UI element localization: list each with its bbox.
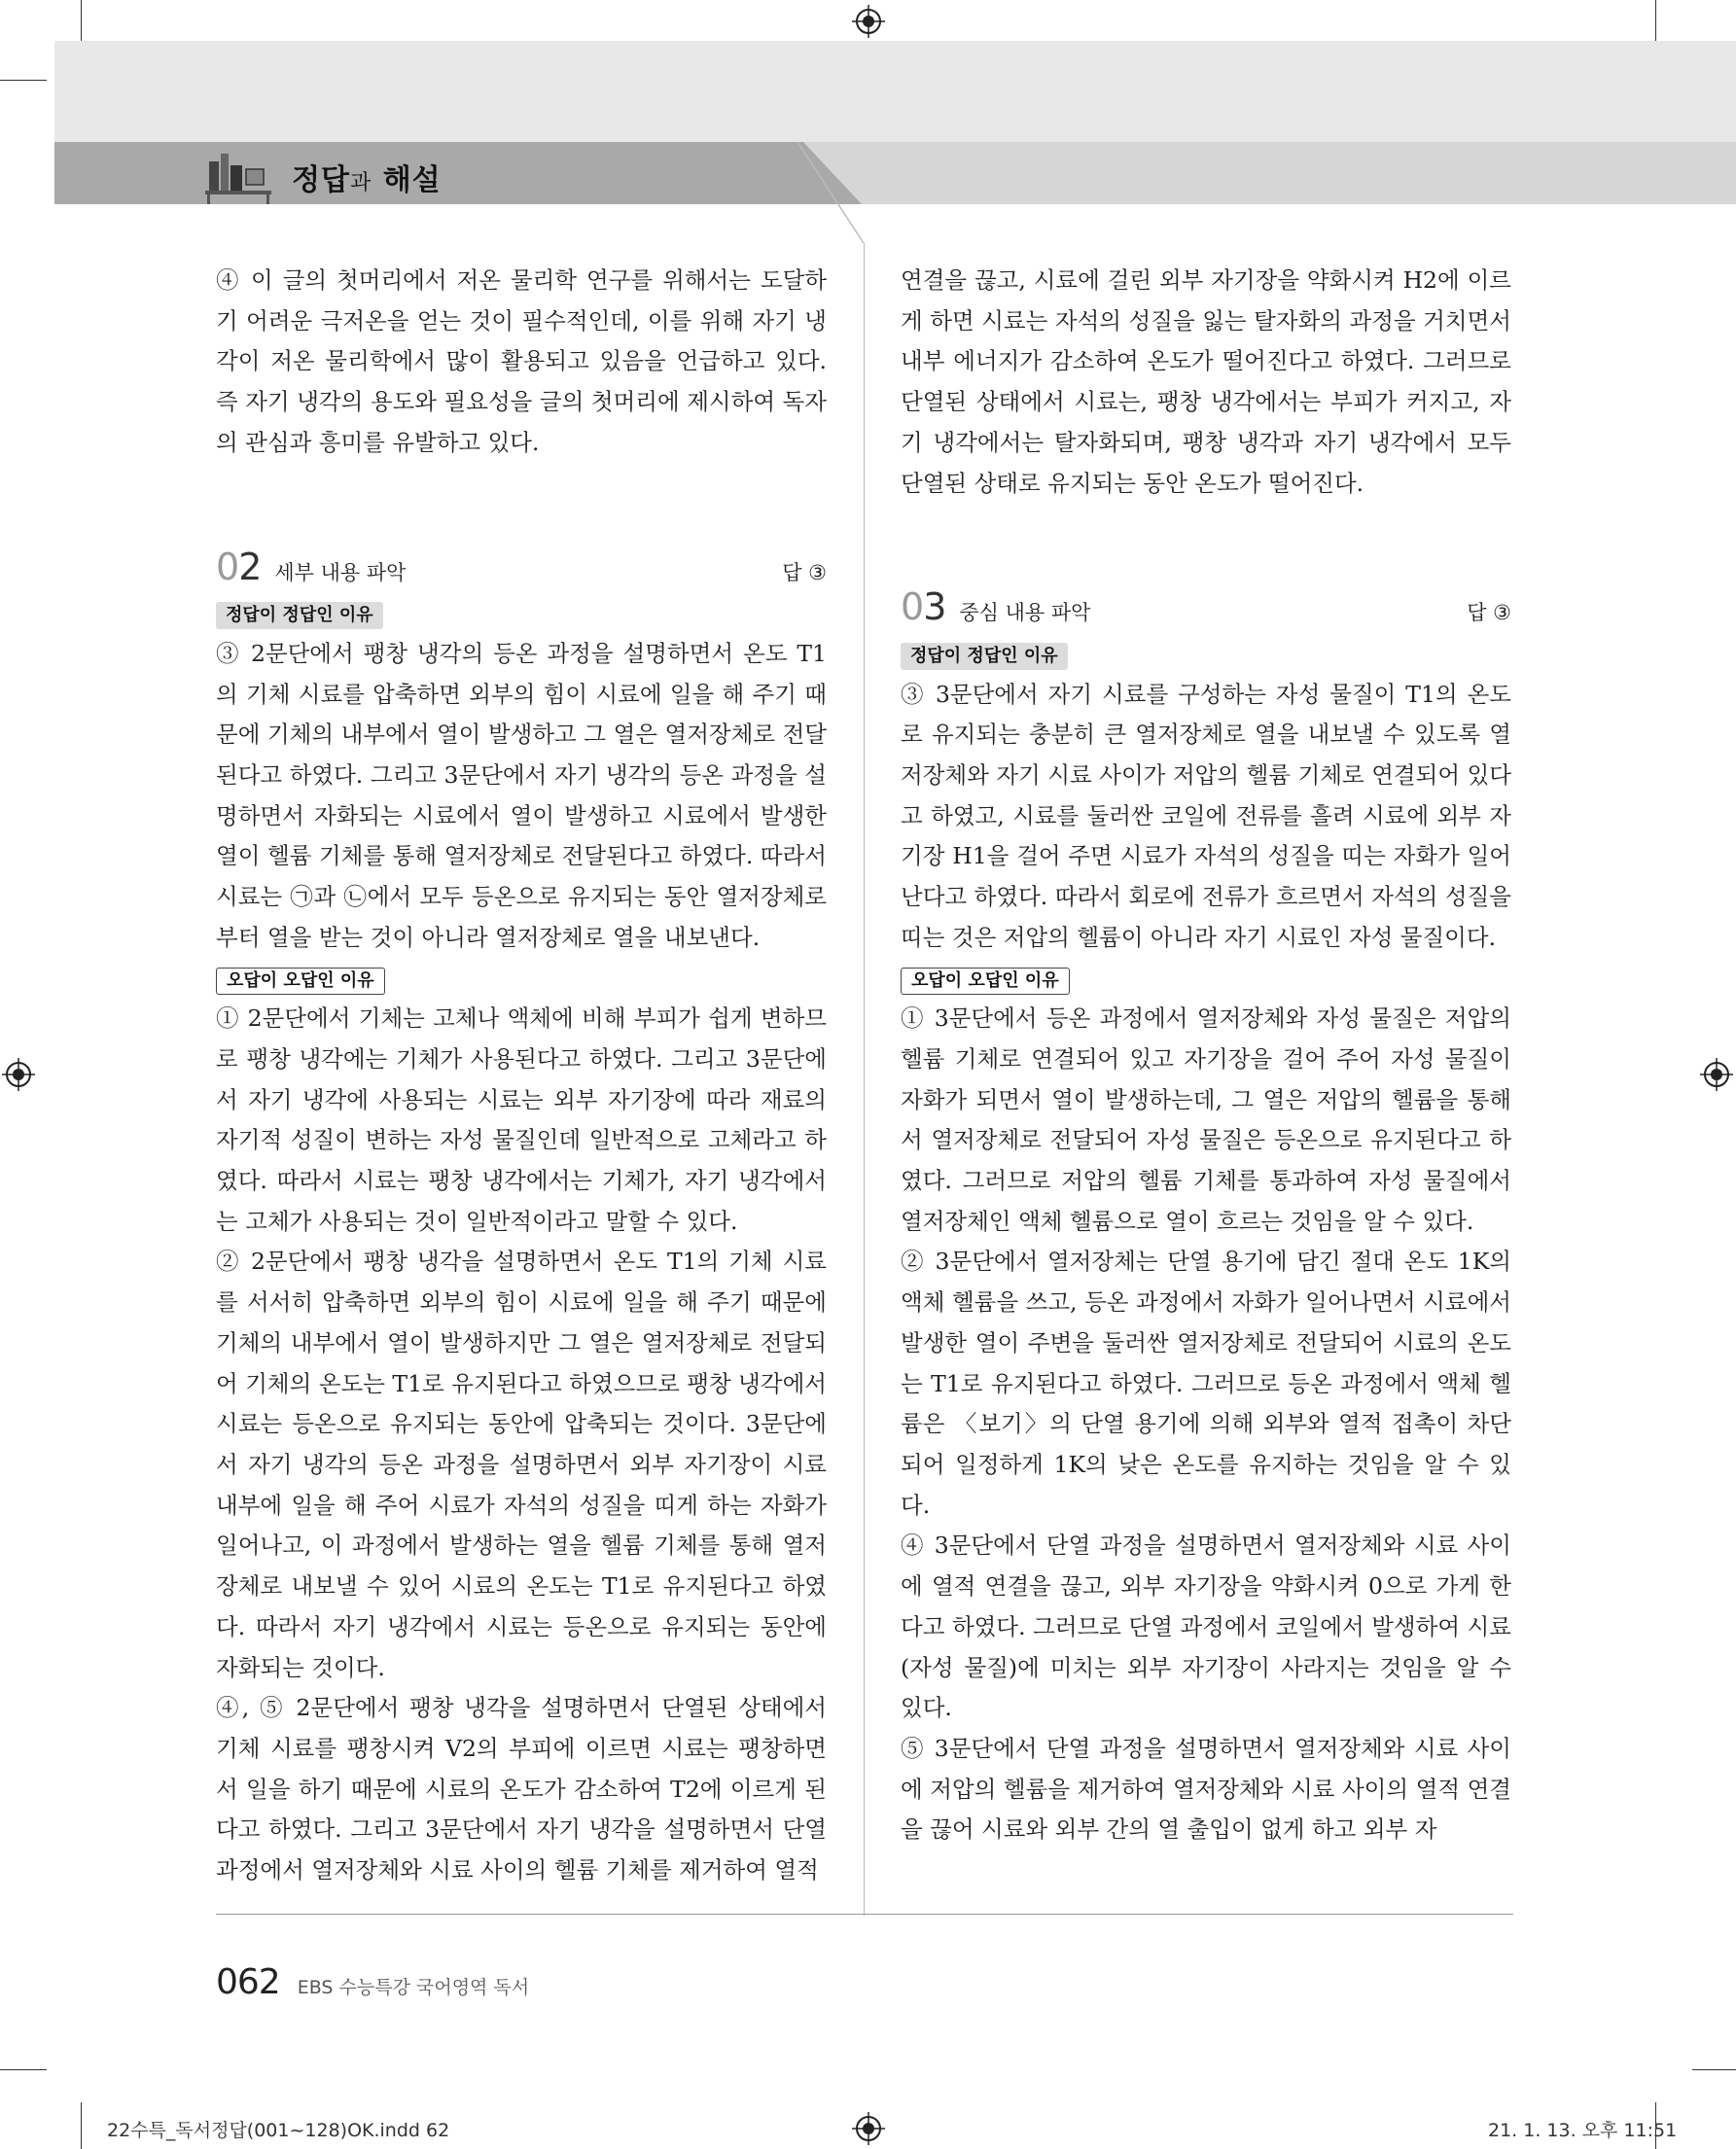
registration-mark-icon [852,5,885,38]
continued-paragraph: 연결을 끊고, 시료에 걸린 외부 자기장을 약화시켜 H2에 이르게 하면 시료는 자석의 성질을 잃는 탈자화의 과정을 거치면서 내부 에너지가 감소하여 온도가 떨어진다고 하였다. 그러므로 단열된 상태에서 시료는, 팽창 냉각에서는 부피가 커지고, 자기 냉각에서는 탈자화되며, 팽창 냉각과 자기 냉각에서 모두 단열된 상태로 유지되는 동안 온도가 떨어진다. [901,266,1511,497]
section-heading [901,587,1511,634]
question-type: 세부 내용 파악 [274,560,407,584]
wrong-reason-text: ④ 3문단에서 단열 과정을 설명하면서 열저장체와 시료 사이에 열적 연결을 끊고, 외부 자기장을 약화시켜 0으로 가게 한다고 하였다. 그러므로 단열 과정에서 코일에서 발생하여 시료(자성 물질)에 미치는 외부 자기장이 사라지는 것임을 알 수 있다. [901,1532,1511,1722]
footer-rule [216,1914,1513,1915]
wrong-reason-text: ② 3문단에서 열저장체는 단열 용기에 담긴 절대 온도 1K의 액체 헬륨을 쓰고, 등온 과정에서 자화가 일어나면서 시료에서 발생한 열이 주변을 둘러싼 열저장체로 전달되어 시료의 온도는 T1로 유지된다고 하였다. 그러므로 등온 과정에서 액체 헬륨은 〈보기〉의 단열 용기에 의해 외부와 열적 접촉이 차단되어 일정하게 1K의 낮은 온도를 유지하는 것임을 알 수 있다. [901,1248,1511,1519]
column-divider [864,243,865,1916]
correct-reason-text: ③ 3문단에서 자기 시료를 구성하는 자성 물질이 T1의 온도로 유지되는 충분히 큰 열저장체로 열을 내보낼 수 있도록 열저장체와 자기 시료 사이가 저압의 헬륨 기체로 연결되어 있다고 하였고, 시료를 둘러싼 코일에 전류를 흘려 시료에 외부 자기장 H1을 걸어 주면 시료가 자석의 성질을 띠는 자화가 일어난다고 하였다. 따라서 회로에 전류가 흐르면서 자석의 성질을 띠는 것은 저압의 헬륨이 아니라 자기 시료인 자성 물질이다. [901,680,1511,951]
crop-mark [0,2069,47,2070]
section-heading [216,547,827,594]
print-slug-file: 22수특_독서정답(001~128)OK.indd 62 [107,2120,450,2141]
answer-label: 답 ③ [1467,601,1511,625]
question-number: 03 [901,585,946,629]
page-number: 062 [216,1962,280,2002]
answer-label: 답 ③ [782,560,827,584]
crop-mark [1655,0,1656,47]
registration-mark-icon [852,2112,885,2145]
right-column [901,261,1511,1850]
crop-mark [0,80,47,81]
intro-paragraph: ④ 이 글의 첫머리에서 저온 물리학 연구를 위해서는 도달하기 어려운 극저온을 얻는 것이 필수적인데, 이를 위해 자기 냉각이 저온 물리학에서 많이 활용되고 있음을 언급하고 있다. 즉 자기 냉각의 용도와 필요성을 글의 첫머리에 제시하여 독자의 관심과 흥미를 유발하고 있다. [216,266,827,456]
wrong-reason-text: ② 2문단에서 팽창 냉각을 설명하면서 온도 T1의 기체 시료를 서서히 압축하면 외부의 힘이 시료에 일을 해 주기 때문에 기체의 내부에서 열이 발생하지만 그 열은 열저장체로 전달되어 기체의 온도는 T1로 유지된다고 하였으므로 팽창 냉각에서 시료는 등온으로 유지되는 동안에 압축되는 것이다. 3문단에서 자기 냉각의 등온 과정을 설명하면서 외부 자기장이 시료 내부에 일을 해 주어 시료가 자석의 성질을 띠게 하는 자화가 일어나고, 이 과정에서 발생하는 열을 헬륨 기체를 통해 열저장체로 내보낼 수 있어 시료의 온도는 T1로 유지된다고 하였다. 따라서 자기 냉각에서 시료는 등온으로 유지되는 동안에 자화되는 것이다. [216,1248,827,1681]
question-number: 02 [216,545,262,588]
left-column [216,261,827,1891]
wrong-reason-badge: 오답이 오답인 이유 [901,968,1070,995]
question-type: 중심 내용 파악 [959,601,1091,625]
crop-mark [81,2102,82,2149]
header-band [54,41,1736,142]
wrong-reason-text: ① 2문단에서 기체는 고체나 액체에 비해 부피가 쉽게 변하므로 팽창 냉각에는 기체가 사용된다고 하였다. 그리고 3문단에서 자기 냉각에 사용되는 시료는 외부 자기장에 따라 재료의 자기적 성질이 변하는 자성 물질인데 일반적으로 고체라고 하였다. 따라서 시료는 팽창 냉각에서는 기체가, 자기 냉각에서는 고체가 사용되는 것이 일반적이라고 말할 수 있다. [216,1004,827,1235]
column-divider [797,142,866,249]
crop-mark [81,0,82,47]
registration-mark-icon [2,1058,35,1091]
page-title: 정답과 해설 [292,163,442,197]
correct-reason-badge: 정답이 정답인 이유 [216,602,383,629]
registration-mark-icon [1700,1058,1733,1091]
page-footer [216,1962,529,2002]
wrong-reason-text: ④, ⑤ 2문단에서 팽창 냉각을 설명하면서 단열된 상태에서 기체 시료를 팽창시켜 V2의 부피에 이르면 시료는 팽창하면서 일을 하기 때문에 시료의 온도가 감소하여 T2에 이르게 된다고 하였다. 그리고 3문단에서 자기 냉각을 설명하면서 단열 과정에서 열저장체와 시료 사이의 헬륨 기체를 제거하여 열적 [216,1694,827,1885]
correct-reason-text: ③ 2문단에서 팽창 냉각의 등온 과정을 설명하면서 온도 T1의 기체 시료를 압축하면 외부의 힘이 시료에 일을 해 주기 때문에 기체의 내부에서 열이 발생하고 그 열은 열저장체로 전달된다고 하였다. 그리고 3문단에서 자기 냉각의 등온 과정을 설명하면서 자화되는 시료에서 열이 발생하고 시료에서 발생한 열이 헬륨 기체를 통해 열저장체로 전달된다고 하였다. 따라서 시료는 ㉠과 ㉡에서 모두 등온으로 유지되는 동안 열저장체로부터 열을 받는 것이 아니라 열저장체로 열을 내보낸다. [216,639,827,951]
wrong-reason-text: ① 3문단에서 등온 과정에서 열저장체와 자성 물질은 저압의 헬륨 기체로 연결되어 있고 자기장을 걸어 주어 자성 물질이 자화가 되면서 열이 발생하는데, 그 열은 저압의 헬륨을 통해서 열저장체로 전달되어 자성 물질은 등온으로 유지된다고 하였다. 그러므로 저압의 헬륨 기체를 통과하여 자성 물질에서 열저장체인 액체 헬륨으로 열이 흐르는 것임을 알 수 있다. [901,1004,1511,1235]
book-title: EBS 수능특강 국어영역 독서 [297,1977,530,1998]
print-slug-datetime: 21. 1. 13. 오후 11:51 [1488,2120,1678,2141]
wrong-reason-badge: 오답이 오답인 이유 [216,968,385,995]
wrong-reason-text: ⑤ 3문단에서 단열 과정을 설명하면서 열저장체와 시료 사이에 저압의 헬륨을 제거하여 열저장체와 시료 사이의 열적 연결을 끊어 시료와 외부 간의 열 출입이 없게 하고 외부 자 [901,1734,1511,1844]
books-icon [199,142,277,204]
correct-reason-badge: 정답이 정답인 이유 [901,643,1068,670]
title-tab [54,142,862,204]
crop-mark [1692,2069,1736,2070]
